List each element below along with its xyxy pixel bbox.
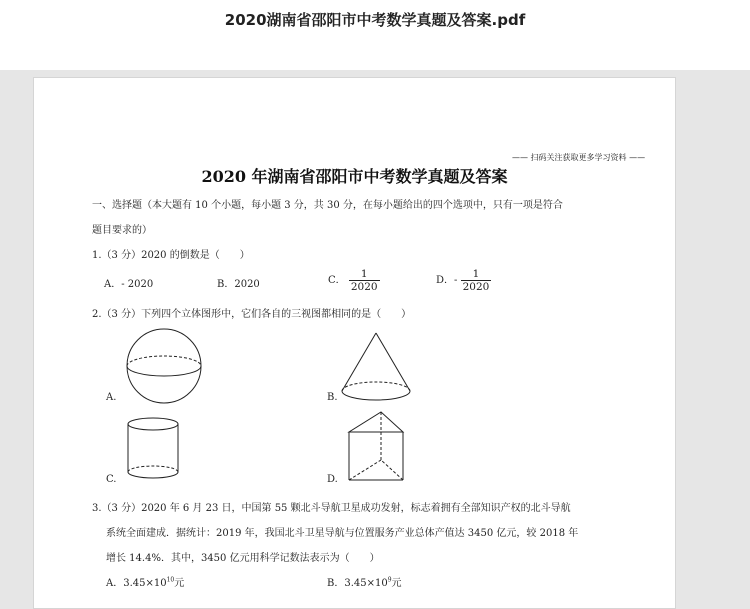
q3-b-unit: 元 (391, 578, 402, 589)
question-3-line1: 3.（3 分）2020 年 6 月 23 日，中国第 55 颗北斗导航卫星成功发射，标志着拥有全部知识产权的北斗导航 (92, 503, 571, 514)
document-title: 2020 年湖南省邵阳市中考数学真题及答案 (201, 167, 508, 186)
q3-a-exponent: 10 (166, 576, 175, 584)
q1-option-c-label: C． (328, 275, 346, 286)
q3-b-base: B．3.45×10 (327, 578, 388, 589)
q1-option-c (328, 268, 380, 293)
sphere-figure (124, 326, 204, 406)
q3-a-unit: 元 (174, 578, 185, 589)
q1-option-d-fraction (461, 268, 492, 293)
q2-option-b: B. (327, 392, 338, 403)
section-heading-line2: 题目要求的） (92, 225, 152, 236)
cone-figure (340, 331, 412, 403)
q3-a-base: A．3.45×10 (106, 578, 167, 589)
q2-option-c: C. (106, 474, 117, 485)
viewer-header (0, 0, 750, 70)
qr-note: —— 扫码关注获取更多学习资料 —— (512, 153, 646, 162)
question-1-stem: 1.（3 分）2020 的倒数是（ ） (92, 250, 250, 261)
q3-b-exponent: 9 (387, 576, 392, 584)
triangular-prism-figure (347, 410, 405, 484)
q1-option-b: B．2020 (217, 279, 260, 290)
q2-option-d: D. (327, 474, 338, 485)
section-heading-line1: 一、选择题（本大题有 10 个小题，每小题 3 分，共 30 分，在每小题给出的四个选项中，只有一项是符合 (92, 200, 563, 211)
q1-option-d (436, 268, 491, 293)
q1-c-denominator: 2020 (350, 281, 378, 293)
q3-option-a (106, 574, 184, 589)
question-2-stem: 2.（3 分）下列四个立体图形中，它们各自的三视图都相同的是（ ） (92, 309, 412, 320)
q3-option-b (327, 574, 402, 589)
q1-c-numerator: 1 (360, 268, 368, 280)
q1-option-c-fraction (349, 268, 380, 293)
q2-option-a: A. (106, 392, 117, 403)
q1-d-denominator: 2020 (462, 281, 490, 293)
q1-option-d-label: D．- (436, 275, 458, 286)
pdf-page (33, 77, 676, 609)
cylinder-figure (126, 416, 180, 482)
q1-option-a: A．- 2020 (104, 279, 154, 290)
q1-d-numerator: 1 (472, 268, 480, 280)
question-3-line3: 增长 14.4%．其中，3450 亿元用科学记数法表示为（ ） (106, 553, 380, 564)
file-title: 2020湖南省邵阳市中考数学真题及答案.pdf (224, 11, 526, 29)
question-3-line2: 系统全面建成．据统计：2019 年，我国北斗卫星导航与位置服务产业总体产值达 3450 亿元，较 2018 年 (106, 528, 579, 539)
